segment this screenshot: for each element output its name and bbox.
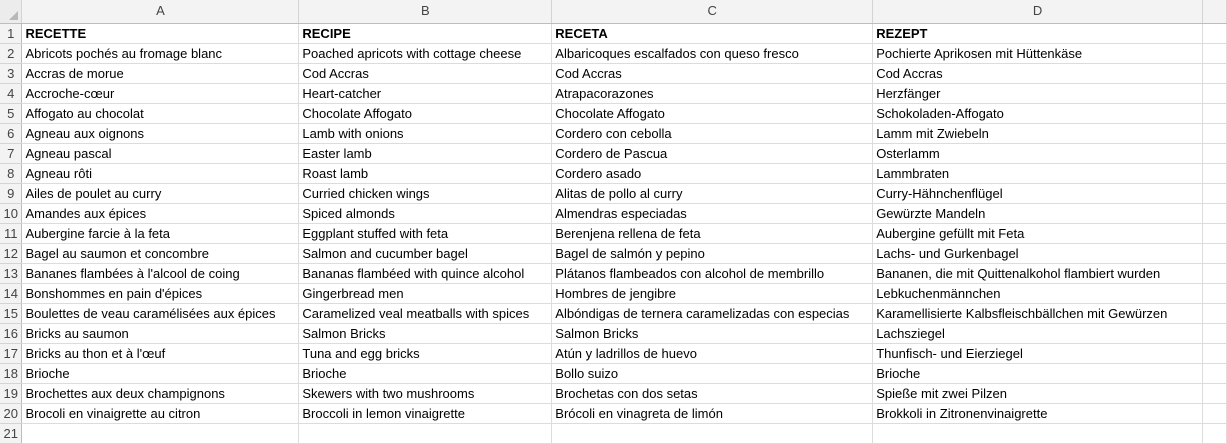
table-row <box>0 303 1227 323</box>
cell-e[interactable] <box>1203 43 1227 63</box>
cell-e[interactable] <box>1203 283 1227 303</box>
cell-d[interactable]: Lammbraten <box>873 163 1203 183</box>
cell-b[interactable]: Cod Accras <box>299 63 552 83</box>
cell-a[interactable]: Agneau aux oignons <box>22 123 299 143</box>
cell-b[interactable]: Roast lamb <box>299 163 552 183</box>
cell-c[interactable]: Cordero asado <box>552 163 873 183</box>
cell-b[interactable]: Chocolate Affogato <box>299 103 552 123</box>
table-row <box>0 103 1227 123</box>
cell-e[interactable] <box>1203 403 1227 423</box>
cell-a[interactable]: Aubergine farcie à la feta <box>22 223 299 243</box>
cell-d[interactable]: Lachs- und Gurkenbagel <box>873 243 1203 263</box>
cell-c[interactable]: Cordero con cebolla <box>552 123 873 143</box>
cell-c[interactable]: Cod Accras <box>552 63 873 83</box>
cell-a[interactable]: Brocoli en vinaigrette au citron <box>22 403 299 423</box>
cell-c[interactable]: Brócoli en vinagreta de limón <box>552 403 873 423</box>
cell-e[interactable] <box>1203 203 1227 223</box>
column-header-c[interactable]: C <box>552 0 873 23</box>
cell-c[interactable] <box>552 423 873 443</box>
cell-d[interactable]: REZEPT <box>873 23 1203 43</box>
cell-e[interactable] <box>1203 63 1227 83</box>
table-row <box>0 23 1227 43</box>
column-header-a[interactable]: A <box>22 0 299 23</box>
cell-c[interactable]: Alitas de pollo al curry <box>552 183 873 203</box>
cell-d[interactable]: Herzfänger <box>873 83 1203 103</box>
cell-e[interactable] <box>1203 363 1227 383</box>
table-row <box>0 343 1227 363</box>
table-row <box>0 323 1227 343</box>
cell-c[interactable]: Atún y ladrillos de huevo <box>552 343 873 363</box>
cell-a[interactable]: RECETTE <box>22 23 299 43</box>
cell-d[interactable]: Karamellisierte Kalbsfleischbällchen mit Gewürzen <box>873 303 1203 323</box>
cell-a[interactable]: Accroche-cœur <box>22 83 299 103</box>
cell-b[interactable]: Lamb with onions <box>299 123 552 143</box>
row-header[interactable]: 4 <box>0 83 22 103</box>
row-header[interactable]: 3 <box>0 63 22 83</box>
cell-d[interactable]: Lachsziegel <box>873 323 1203 343</box>
row-header[interactable]: 19 <box>0 383 22 403</box>
cell-b[interactable]: Gingerbread men <box>299 283 552 303</box>
cell-b[interactable]: Eggplant stuffed with feta <box>299 223 552 243</box>
column-header-b[interactable]: B <box>299 0 552 23</box>
column-header-d[interactable]: D <box>873 0 1203 23</box>
row-header[interactable]: 1 <box>0 23 22 43</box>
cell-a[interactable]: Boulettes de veau caramélisées aux épices <box>22 303 299 323</box>
cell-b[interactable]: Poached apricots with cottage cheese <box>299 43 552 63</box>
row-header[interactable]: 17 <box>0 343 22 363</box>
select-all-triangle-icon <box>9 11 18 20</box>
cell-d[interactable]: Aubergine gefüllt mit Feta <box>873 223 1203 243</box>
cell-a[interactable]: Brioche <box>22 363 299 383</box>
row-header[interactable]: 6 <box>0 123 22 143</box>
cell-e[interactable] <box>1203 223 1227 243</box>
row-header[interactable]: 5 <box>0 103 22 123</box>
cell-b[interactable]: Curried chicken wings <box>299 183 552 203</box>
cell-e[interactable] <box>1203 143 1227 163</box>
cell-c[interactable]: Cordero de Pascua <box>552 143 873 163</box>
table-row <box>0 363 1227 383</box>
table-row <box>0 43 1227 63</box>
row-header[interactable]: 13 <box>0 263 22 283</box>
cell-c[interactable]: Berenjena rellena de feta <box>552 223 873 243</box>
cell-b[interactable]: Skewers with two mushrooms <box>299 383 552 403</box>
cell-d[interactable]: Lebkuchenmännchen <box>873 283 1203 303</box>
cell-c[interactable]: Almendras especiadas <box>552 203 873 223</box>
table-row <box>0 203 1227 223</box>
table-row <box>0 403 1227 423</box>
cell-c[interactable]: RECETA <box>552 23 873 43</box>
row-header[interactable]: 7 <box>0 143 22 163</box>
row-header[interactable]: 14 <box>0 283 22 303</box>
cell-e[interactable] <box>1203 303 1227 323</box>
cell-e[interactable] <box>1203 263 1227 283</box>
row-header[interactable]: 8 <box>0 163 22 183</box>
select-all-button[interactable] <box>0 0 22 23</box>
table-row <box>0 243 1227 263</box>
cell-e[interactable] <box>1203 183 1227 203</box>
table-row <box>0 163 1227 183</box>
cell-c[interactable]: Plátanos flambeados con alcohol de membrillo <box>552 263 873 283</box>
cell-b[interactable]: Broccoli in lemon vinaigrette <box>299 403 552 423</box>
cell-e[interactable] <box>1203 123 1227 143</box>
cell-d[interactable]: Brokkoli in Zitronenvinaigrette <box>873 403 1203 423</box>
cell-a[interactable]: Bricks au saumon <box>22 323 299 343</box>
cell-a[interactable]: Bagel au saumon et concombre <box>22 243 299 263</box>
cell-c[interactable]: Bollo suizo <box>552 363 873 383</box>
cell-c[interactable]: Hombres de jengibre <box>552 283 873 303</box>
cell-c[interactable]: Salmon Bricks <box>552 323 873 343</box>
cell-d[interactable]: Schokoladen-Affogato <box>873 103 1203 123</box>
cell-b[interactable]: Heart-catcher <box>299 83 552 103</box>
cell-d[interactable]: Curry-Hähnchenflügel <box>873 183 1203 203</box>
cell-d[interactable]: Lamm mit Zwiebeln <box>873 123 1203 143</box>
cell-d[interactable]: Cod Accras <box>873 63 1203 83</box>
cell-e[interactable] <box>1203 23 1227 43</box>
cell-a[interactable]: Bricks au thon et à l'œuf <box>22 343 299 363</box>
row-header[interactable]: 20 <box>0 403 22 423</box>
table-row <box>0 123 1227 143</box>
row-header[interactable]: 12 <box>0 243 22 263</box>
column-header-e[interactable] <box>1203 0 1227 23</box>
cell-b[interactable]: Easter lamb <box>299 143 552 163</box>
cell-a[interactable]: Bananes flambées à l'alcool de coing <box>22 263 299 283</box>
table-row <box>0 223 1227 243</box>
cell-e[interactable] <box>1203 343 1227 363</box>
cell-a[interactable]: Brochettes aux deux champignons <box>22 383 299 403</box>
cell-b[interactable]: Caramelized veal meatballs with spices <box>299 303 552 323</box>
cell-e[interactable] <box>1203 383 1227 403</box>
cell-b[interactable]: Tuna and egg bricks <box>299 343 552 363</box>
table-row <box>0 83 1227 103</box>
cell-d[interactable]: Thunfisch- und Eierziegel <box>873 343 1203 363</box>
row-header[interactable]: 11 <box>0 223 22 243</box>
cell-e[interactable] <box>1203 423 1227 443</box>
cell-d[interactable]: Osterlamm <box>873 143 1203 163</box>
row-header[interactable]: 15 <box>0 303 22 323</box>
table-row <box>0 423 1227 443</box>
cell-a[interactable]: Amandes aux épices <box>22 203 299 223</box>
cell-b[interactable]: Salmon Bricks <box>299 323 552 343</box>
row-header[interactable]: 16 <box>0 323 22 343</box>
cell-a[interactable]: Agneau pascal <box>22 143 299 163</box>
cell-a[interactable]: Abricots pochés au fromage blanc <box>22 43 299 63</box>
cell-b[interactable]: RECIPE <box>299 23 552 43</box>
cell-d[interactable]: Brioche <box>873 363 1203 383</box>
row-header[interactable]: 18 <box>0 363 22 383</box>
row-header[interactable]: 10 <box>0 203 22 223</box>
cell-d[interactable] <box>873 423 1203 443</box>
cell-a[interactable]: Bonshommes en pain d'épices <box>22 283 299 303</box>
cell-e[interactable] <box>1203 323 1227 343</box>
cell-a[interactable]: Ailes de poulet au curry <box>22 183 299 203</box>
cell-c[interactable]: Bagel de salmón y pepino <box>552 243 873 263</box>
table-row <box>0 63 1227 83</box>
column-header-row <box>0 0 1227 23</box>
cell-a[interactable]: Agneau rôti <box>22 163 299 183</box>
cell-a[interactable]: Accras de morue <box>22 63 299 83</box>
cell-c[interactable]: Albóndigas de ternera caramelizadas con especias <box>552 303 873 323</box>
table-row <box>0 183 1227 203</box>
cell-e[interactable] <box>1203 83 1227 103</box>
table-row <box>0 263 1227 283</box>
cell-b[interactable] <box>299 423 552 443</box>
cell-c[interactable]: Albaricoques escalfados con queso fresco <box>552 43 873 63</box>
cell-e[interactable] <box>1203 243 1227 263</box>
cell-d[interactable]: Bananen, die mit Quittenalkohol flambiert wurden <box>873 263 1203 283</box>
cell-c[interactable]: Brochetas con dos setas <box>552 383 873 403</box>
cell-a[interactable]: Affogato au chocolat <box>22 103 299 123</box>
cell-e[interactable] <box>1203 163 1227 183</box>
cell-b[interactable]: Bananas flambéed with quince alcohol <box>299 263 552 283</box>
cell-d[interactable]: Spieße mit zwei Pilzen <box>873 383 1203 403</box>
row-header[interactable]: 21 <box>0 423 22 443</box>
table-row <box>0 383 1227 403</box>
cell-b[interactable]: Brioche <box>299 363 552 383</box>
cell-d[interactable]: Gewürzte Mandeln <box>873 203 1203 223</box>
cell-a[interactable] <box>22 423 299 443</box>
cell-e[interactable] <box>1203 103 1227 123</box>
row-header[interactable]: 9 <box>0 183 22 203</box>
cell-b[interactable]: Spiced almonds <box>299 203 552 223</box>
row-header[interactable]: 2 <box>0 43 22 63</box>
cell-b[interactable]: Salmon and cucumber bagel <box>299 243 552 263</box>
cell-d[interactable]: Pochierte Aprikosen mit Hüttenkäse <box>873 43 1203 63</box>
table-row <box>0 143 1227 163</box>
table-row <box>0 283 1227 303</box>
cell-c[interactable]: Chocolate Affogato <box>552 103 873 123</box>
cell-c[interactable]: Atrapacorazones <box>552 83 873 103</box>
